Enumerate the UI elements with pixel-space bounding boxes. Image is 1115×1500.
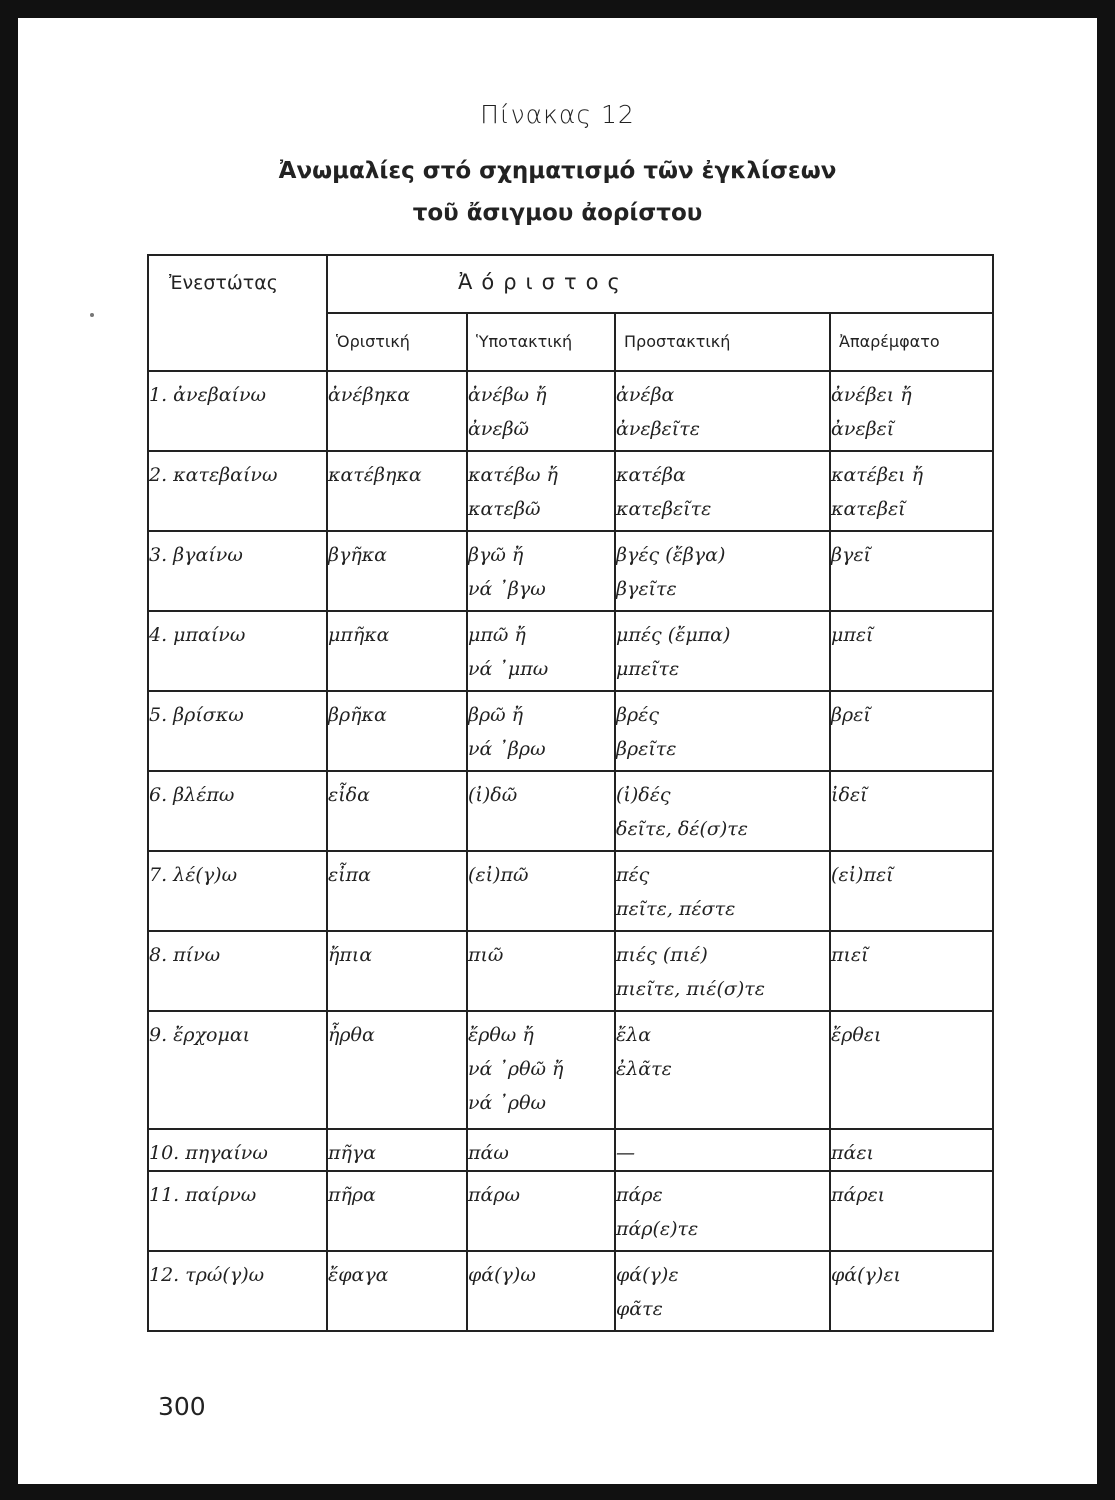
cell-subjunctive [467, 1171, 615, 1251]
table-title-line2: τοῦ ἄσιγμου ἀορίστου [412, 200, 703, 226]
cell-infinitive [830, 531, 993, 611]
cell-line: 5. βρίσκω [149, 704, 244, 726]
cell-imperative [615, 371, 830, 451]
cell-line: (εἰ)πῶ [468, 864, 529, 886]
cell-line: βγεῖτε [616, 578, 677, 600]
cell-line: 1. ἀνεβαίνω [149, 384, 267, 406]
cell-line: βγές (ἔβγα) [616, 544, 726, 566]
cell-line: πάρω [468, 1184, 520, 1206]
cell-line: ἔλα [616, 1024, 652, 1046]
cell-imperative [615, 451, 830, 531]
table-row [148, 1129, 993, 1171]
cell-line: φά(γ)ε [616, 1264, 679, 1286]
cell-line: βγῶ ἤ [468, 544, 524, 566]
cell-line: βγῆκα [328, 544, 388, 566]
header-imperative: Προστακτική [615, 313, 830, 371]
cell-line: φά(γ)ει [831, 1264, 901, 1286]
cell-present [148, 1171, 327, 1251]
cell-line: εἶδα [328, 784, 370, 806]
cell-indicative [327, 1251, 467, 1331]
cell-subjunctive [467, 611, 615, 691]
cell-line: (ἰ)δές [616, 784, 671, 806]
cell-line: βρεῖτε [616, 738, 677, 760]
cell-line: κατέβει ἤ [831, 464, 924, 486]
cell-imperative [615, 531, 830, 611]
cell-infinitive [830, 371, 993, 451]
cell-infinitive [830, 1251, 993, 1331]
cell-present [148, 771, 327, 851]
cell-line: πιεῖτε, πιέ(σ)τε [616, 978, 766, 1000]
cell-line: πῆρα [328, 1184, 376, 1206]
cell-line: πεῖτε, πέστε [616, 898, 736, 920]
cell-subjunctive [467, 531, 615, 611]
cell-line: κατεβῶ [468, 498, 541, 520]
cell-line: ἀνέβα [616, 384, 675, 406]
cell-line: 11. παίρνω [149, 1184, 257, 1206]
cell-indicative [327, 851, 467, 931]
cell-line: νά ᾿μπω [468, 658, 549, 680]
cell-line: (εἰ)πεῖ [831, 864, 894, 886]
cell-line: κατέβω ἤ [468, 464, 558, 486]
cell-indicative [327, 1129, 467, 1171]
cell-line: πιές (πιέ) [616, 944, 708, 966]
cell-line: κατεβεῖτε [616, 498, 712, 520]
cell-line: βρῶ ἤ [468, 704, 524, 726]
cell-indicative [327, 771, 467, 851]
cell-line: 3. βγαίνω [149, 544, 243, 566]
cell-line: μπεῖ [831, 624, 874, 646]
cell-infinitive [830, 451, 993, 531]
cell-line: ἀνεβεῖ [831, 418, 895, 440]
cell-indicative [327, 371, 467, 451]
header-present: Ἐνεστώτας [148, 255, 327, 371]
cell-imperative [615, 1011, 830, 1129]
cell-line: εἶπα [328, 864, 371, 886]
cell-line: ἐλᾶτε [616, 1058, 672, 1080]
cell-infinitive [830, 851, 993, 931]
table-row [148, 771, 993, 851]
cell-line: ἀνέβηκα [328, 384, 411, 406]
cell-line: ἰδεῖ [831, 784, 868, 806]
cell-line: 10. πηγαίνω [149, 1142, 268, 1164]
table-row [148, 451, 993, 531]
table-row [148, 1011, 993, 1129]
cell-imperative [615, 1129, 830, 1171]
cell-indicative [327, 1011, 467, 1129]
cell-subjunctive [467, 371, 615, 451]
cell-line: — [616, 1142, 635, 1164]
header-row-main [148, 255, 993, 313]
cell-line: 7. λέ(γ)ω [149, 864, 238, 886]
cell-subjunctive [467, 1251, 615, 1331]
cell-present [148, 371, 327, 451]
cell-infinitive [830, 1011, 993, 1129]
cell-line: ἀνέβει ἤ [831, 384, 912, 406]
cell-line: ἀνέβω ἤ [468, 384, 547, 406]
cell-present [148, 611, 327, 691]
cell-subjunctive [467, 931, 615, 1011]
cell-subjunctive [467, 1129, 615, 1171]
cell-line: μπές (ἔμπα) [616, 624, 731, 646]
cell-line: πάρει [831, 1184, 886, 1206]
cell-present [148, 931, 327, 1011]
cell-indicative [327, 451, 467, 531]
cell-line: φᾶτε [616, 1298, 663, 1320]
table-row [148, 851, 993, 931]
header-infinitive: Ἀπαρέμφατο [830, 313, 993, 371]
cell-line: νά ᾿ρθῶ ἤ [468, 1058, 564, 1080]
cell-line: βρεῖ [831, 704, 871, 726]
cell-present [148, 451, 327, 531]
cell-line: κατέβηκα [328, 464, 422, 486]
cell-line: πῆγα [328, 1142, 377, 1164]
cell-indicative [327, 691, 467, 771]
cell-line: ἀνεβεῖτε [616, 418, 700, 440]
header-indicative: Ὁριστική [327, 313, 467, 371]
table-number: Πίνακας 12 [480, 100, 635, 129]
cell-line: νά ᾿ρθω [468, 1092, 547, 1114]
cell-indicative [327, 531, 467, 611]
cell-present [148, 1011, 327, 1129]
cell-line: πιῶ [468, 944, 504, 966]
table-row [148, 691, 993, 771]
cell-line: μπεῖτε [616, 658, 680, 680]
cell-present [148, 1251, 327, 1331]
cell-line: 8. πίνω [149, 944, 221, 966]
cell-subjunctive [467, 851, 615, 931]
cell-infinitive [830, 931, 993, 1011]
cell-line: δεῖτε, δέ(σ)τε [616, 818, 749, 840]
cell-imperative [615, 931, 830, 1011]
cell-line: 6. βλέπω [149, 784, 235, 806]
table-row [148, 531, 993, 611]
cell-line: βγεῖ [831, 544, 871, 566]
cell-line: πάω [468, 1142, 509, 1164]
table-row [148, 371, 993, 451]
cell-indicative [327, 1171, 467, 1251]
cell-infinitive [830, 611, 993, 691]
page-number: 300 [158, 1392, 206, 1421]
cell-line: κατεβεῖ [831, 498, 906, 520]
cell-line: (ἰ)δῶ [468, 784, 518, 806]
cell-line: νά ᾿βρω [468, 738, 546, 760]
aorist-anomalies-table [147, 254, 994, 1332]
cell-imperative [615, 611, 830, 691]
cell-infinitive [830, 1171, 993, 1251]
cell-present [148, 1129, 327, 1171]
cell-line: ἦρθα [328, 1024, 375, 1046]
cell-line: νά ᾿βγω [468, 578, 546, 600]
cell-subjunctive [467, 451, 615, 531]
cell-imperative [615, 1251, 830, 1331]
cell-line: 9. ἔρχομαι [149, 1024, 251, 1046]
speck [90, 313, 94, 317]
cell-line: ἔρθω ἤ [468, 1024, 534, 1046]
cell-indicative [327, 931, 467, 1011]
cell-infinitive [830, 771, 993, 851]
cell-subjunctive [467, 771, 615, 851]
table-title-line1: Ἀνωμαλίες στό σχηματισμό τῶν ἐγκλίσεων [278, 158, 837, 184]
cell-line: ἔρθει [831, 1024, 882, 1046]
cell-line: ἀνεβῶ [468, 418, 530, 440]
cell-line: βρῆκα [328, 704, 387, 726]
cell-imperative [615, 1171, 830, 1251]
cell-imperative [615, 851, 830, 931]
table-row [148, 1251, 993, 1331]
cell-line: 12. τρώ(γ)ω [149, 1264, 265, 1286]
cell-line: κατέβα [616, 464, 686, 486]
cell-line: 2. κατεβαίνω [149, 464, 278, 486]
cell-imperative [615, 691, 830, 771]
cell-line: ἤπια [328, 944, 373, 966]
cell-line: μπῶ ἤ [468, 624, 526, 646]
cell-infinitive [830, 1129, 993, 1171]
cell-line: πάει [831, 1142, 874, 1164]
cell-imperative [615, 771, 830, 851]
cell-indicative [327, 611, 467, 691]
cell-line: πιεῖ [831, 944, 869, 966]
cell-line: 4. μπαίνω [149, 624, 246, 646]
header-subjunctive: Ὑποτακτική [467, 313, 615, 371]
cell-subjunctive [467, 691, 615, 771]
table-row [148, 611, 993, 691]
cell-line: βρές [616, 704, 659, 726]
cell-present [148, 851, 327, 931]
table-row [148, 1171, 993, 1251]
cell-infinitive [830, 691, 993, 771]
cell-line: πές [616, 864, 650, 886]
header-aorist: Ἀόριστος [327, 255, 993, 313]
cell-line: μπῆκα [328, 624, 390, 646]
cell-line: πάρ(ε)τε [616, 1218, 699, 1240]
cell-present [148, 531, 327, 611]
cell-line: πάρε [616, 1184, 663, 1206]
cell-subjunctive [467, 1011, 615, 1129]
table-row [148, 931, 993, 1011]
cell-line: ἔφαγα [328, 1264, 389, 1286]
cell-line: φά(γ)ω [468, 1264, 536, 1286]
cell-present [148, 691, 327, 771]
